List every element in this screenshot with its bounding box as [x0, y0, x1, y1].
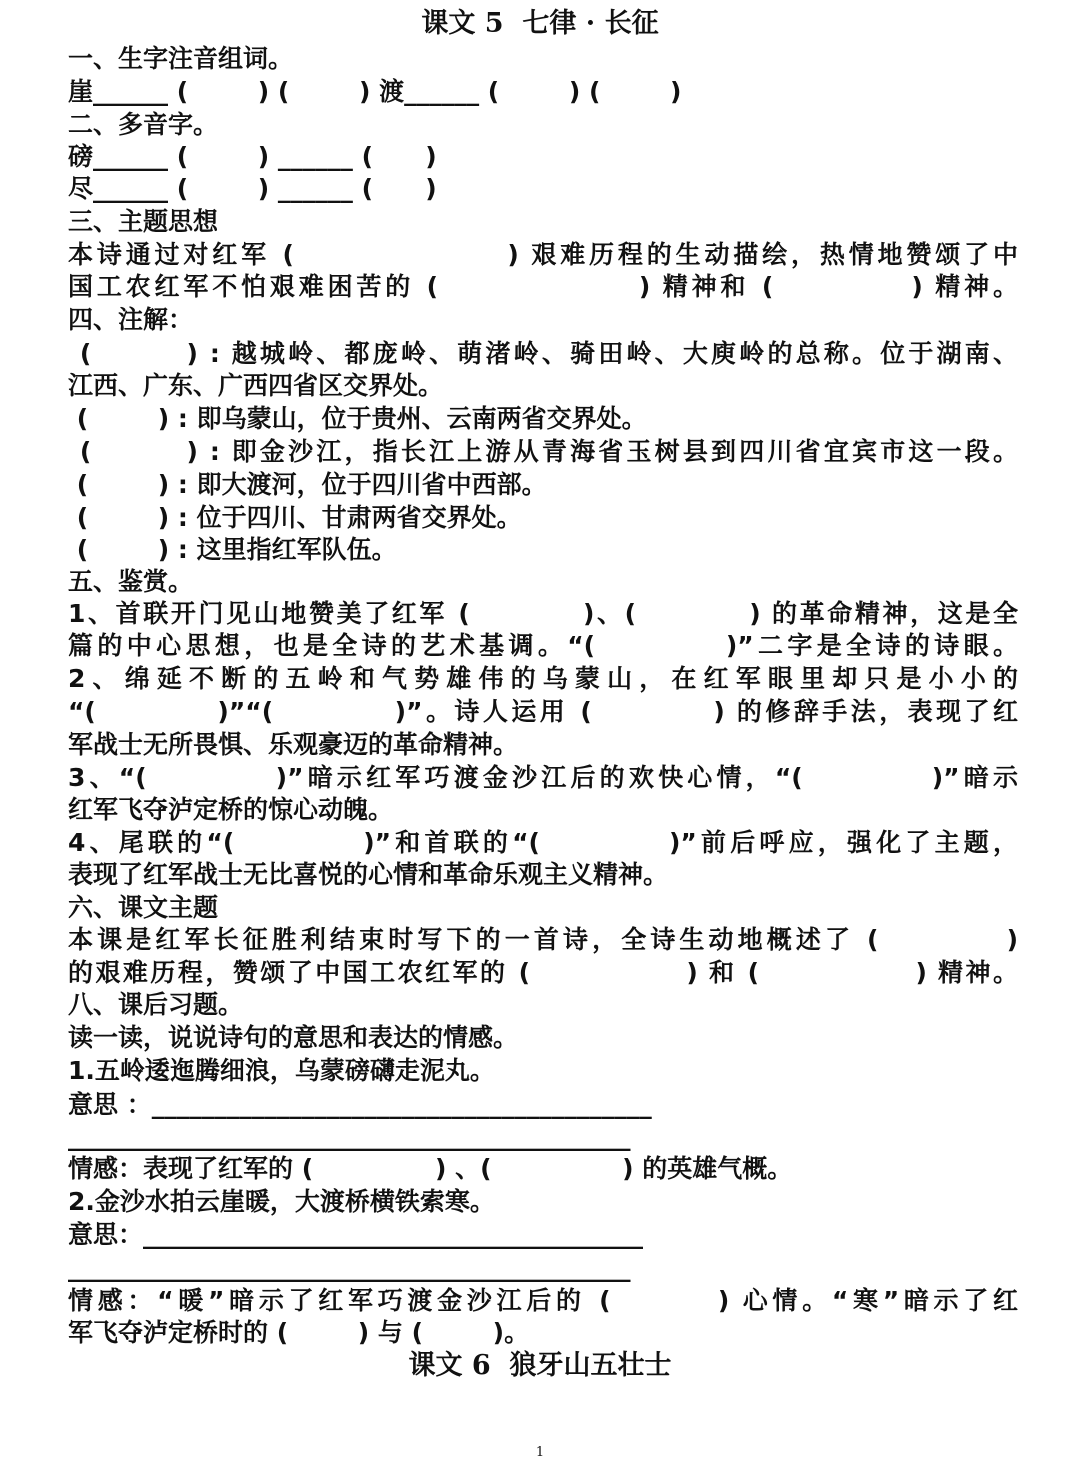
theme-line-2: 国工农红军不怕艰难困苦的 ( ) 精神和 ( ) 精神。 [68, 272, 1018, 301]
section-heading-lesson-theme: 六、课文主题 [68, 893, 219, 922]
section-heading-exercises: 八、课后习题。 [68, 990, 244, 1019]
section-heading-notes: 四、注解： [68, 305, 194, 334]
lesson-theme-line-2: 的艰难历程，赞颂了中国工农红军的 ( ) 和 ( ) 精神。 [68, 958, 1018, 987]
polyphonic-row-2: 尽______ ( ) ______ ( ) [68, 174, 437, 203]
note-line-6: ( ) : 位于四川、甘肃两省交界处。 [68, 503, 522, 532]
appreciation-line-6: 3、“( )”暗示红军巧渡金沙江后的欢快心情，“( )”暗示 [68, 763, 1018, 792]
appreciation-line-3: 2、绵延不断的五岭和气势雄伟的乌蒙山，在红军眼里却只是小小的 [68, 664, 1018, 693]
meaning-line-1b: _____________________________________________ [68, 1122, 631, 1151]
note-line-3: ( ) : 即乌蒙山，位于贵州、云南两省交界处。 [68, 404, 647, 433]
section-heading-theme: 三、主题思想 [68, 207, 219, 236]
note-line-4: ( ) : 即金沙江，指长江上游从青海省玉树县到四川省宜宾市这一段。 [68, 437, 1018, 466]
appreciation-line-8: 4、尾联的“( )”和首联的“( )”前后呼应，强化了主题， [68, 828, 1018, 857]
note-line-1: ( ) : 越城岭、都庞岭、萌渚岭、骑田岭、大庾岭的总称。位于湖南、 [68, 339, 1018, 368]
meaning-line-1a: 意思 ：________________________________________ [68, 1090, 652, 1119]
meaning-line-2a: 意思：________________________________________ [68, 1220, 644, 1249]
emotion-line-1: 情感：表现了红军的 ( ) 、( ) 的英雄气概。 [68, 1154, 793, 1183]
note-line-7: ( ) : 这里指红军队伍。 [68, 535, 397, 564]
vocab-row-1: 崖______ ( ) ( ) 渡______ ( ) ( ) [68, 77, 682, 106]
exercise-instruction: 读一读，说说诗句的意思和表达的情感。 [68, 1023, 519, 1052]
section-heading-polyphonic: 二、多音字。 [68, 110, 219, 139]
emotion-line-2a: 情感：“暖”暗示了红军巧渡金沙江后的 ( ) 心情。“寒”暗示了红 [68, 1286, 1018, 1315]
section-heading-vocabulary: 一、生字注音组词。 [68, 44, 294, 73]
next-lesson-title: 课文 6 狼牙山五壮士 [408, 1350, 672, 1381]
appreciation-line-1: 1、首联开门见山地赞美了红军 ( )、( ) 的革命精神，这是全 [68, 599, 1018, 628]
note-line-2: 江西、广东、广西四省区交界处。 [68, 371, 444, 400]
appreciation-line-9: 表现了红军战士无比喜悦的心情和革命乐观主义精神。 [68, 860, 669, 889]
appreciation-line-2: 篇的中心思想，也是全诗的艺术基调。“( )”二字是全诗的诗眼。 [68, 631, 1018, 660]
page-number: 1 [535, 1445, 545, 1460]
polyphonic-row-1: 磅______ ( ) ______ ( ) [68, 142, 437, 171]
page-title: 课文 5 七律 · 长征 [421, 8, 659, 39]
appreciation-line-7: 红军飞夺泸定桥的惊心动魄。 [68, 795, 394, 824]
exercise-verse-1: 1.五岭逶迤腾细浪，乌蒙磅礴走泥丸。 [68, 1056, 495, 1085]
theme-line-1: 本诗通过对红军 ( ) 艰难历程的生动描绘，热情地赞颂了中 [68, 240, 1018, 269]
section-heading-appreciation: 五、鉴赏。 [68, 567, 194, 596]
lesson-theme-line-1: 本课是红军长征胜利结束时写下的一首诗，全诗生动地概述了 ( ) [68, 925, 1019, 954]
appreciation-line-5: 军战士无所畏惧、乐观豪迈的革命精神。 [68, 730, 519, 759]
meaning-line-2b: _____________________________________________ [68, 1253, 631, 1282]
emotion-line-2b: 军飞夺泸定桥时的 ( ) 与 ( )。 [68, 1318, 530, 1347]
appreciation-line-4: “( )”“( )”。诗人运用 ( ) 的修辞手法，表现了红 [68, 697, 1018, 726]
exercise-verse-2: 2.金沙水拍云崖暖，大渡桥横铁索寒。 [68, 1187, 495, 1216]
note-line-5: ( ) : 即大渡河，位于四川省中西部。 [68, 470, 547, 499]
